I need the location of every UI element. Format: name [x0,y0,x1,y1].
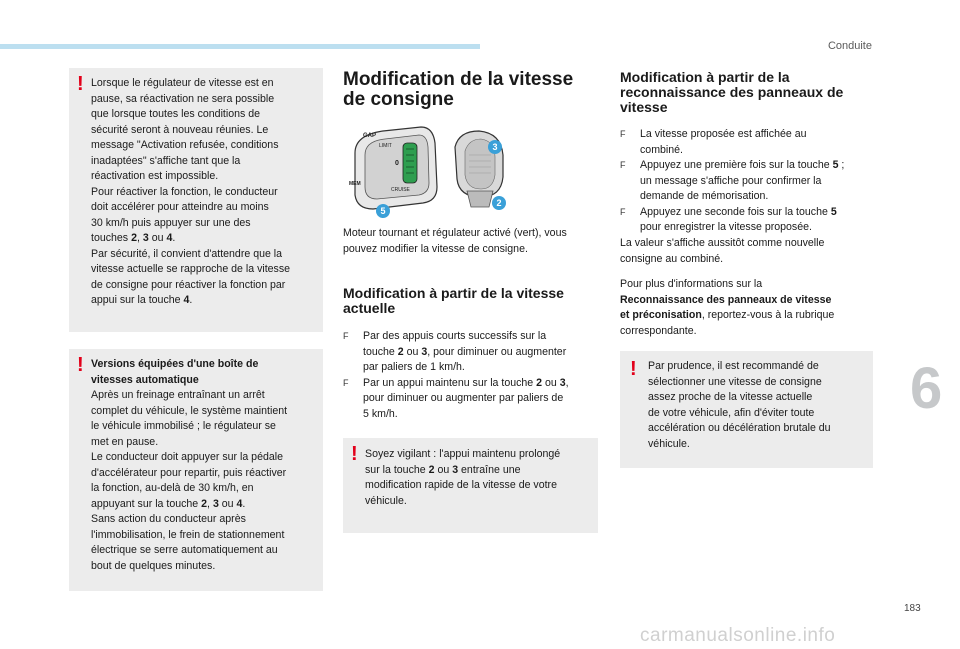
text: ou [403,345,422,358]
text: ou [218,497,237,510]
cruise-label: CRUISE [391,187,410,193]
warning-line: d'accélérateur pour repartir, puis réactiver [91,466,287,479]
key-ref: 2 [201,497,208,510]
warning-line: le véhicule immobilisé ; le régulateur se [91,420,276,432]
key-ref: 2 [131,232,137,244]
text: . [172,232,176,244]
text: . [242,497,246,510]
text: Versions équipées d'une boîte de [91,358,259,370]
page-number: 183 [904,603,921,614]
list-item [620,205,880,236]
warning-line: 30 km/h puis appuyer sur une des [91,216,251,229]
key-ref: 4 [236,497,243,510]
warning-line: vitesse actuelle se rapproche de la vitesse [91,263,291,275]
text: touche [363,345,398,358]
warning-box-prudence [620,351,873,468]
key-ref: 3 [142,232,149,244]
warning-line: Pour réactiver la fonction, le conducteur [91,185,278,198]
warning-box-automatic [69,349,323,591]
warning-line: Après un freinage entraînant un arrêt [91,389,265,401]
text: La vitesse proposée est affichée au [640,128,807,140]
section-title: Conduite [827,40,872,52]
text: Appuyez une première fois sur la touche [640,159,833,171]
text: de votre véhicule, afin d'éviter toute [648,406,815,419]
warning-line: la fonction, au-delà de 30 km/h, en [91,482,254,494]
text: demande de mémorisation. [640,190,769,202]
text: pour diminuer ou augmenter par paliers de [363,392,564,404]
text: Reconnaissance des panneaux de vitesse [620,293,832,306]
warning-line: pause, sa réactivation ne sera possible [91,92,275,105]
key-ref: 4 [166,232,173,244]
key-ref: 3 [452,463,459,476]
warning-line: complet du véhicule, le système maintient [91,404,288,417]
text [620,293,880,309]
text: appui sur la touche [91,294,184,306]
subheading-sign-recognition [620,70,880,115]
text [363,376,598,392]
text: Modification à partir de la vitesse [343,285,564,301]
warning-line: Par sécurité, il convient d'attendre que la [91,247,283,260]
warning-line: inadaptées" s'affiche tant que la [91,154,241,167]
warning-icon: ! [351,443,358,465]
badge-2-label: 2 [496,198,502,208]
warning-line: l'immobilisation, le frein de stationnement [91,528,285,541]
key-ref: 2 [536,376,543,389]
chapter-number: 6 [910,356,943,421]
list-item [620,158,880,205]
text: Soyez vigilant : l'appui maintenu prolongé [365,448,561,460]
warning-line: que lorsque toutes les conditions de [91,108,261,120]
watermark: carmanualsonline.info [640,625,836,646]
key-ref: 3 [212,497,219,510]
key-ref: 5 [832,159,839,171]
text: accélération ou décélération brutale du [648,422,831,434]
text: ou [148,232,167,244]
warning-line: Le conducteur doit appuyer sur la pédale [91,451,283,463]
warning-line: sécurité seront à nouveau réunies. Le [91,123,269,136]
mem-label: MEM [349,181,361,187]
text: modification rapide de la vitesse de votre [365,479,557,491]
text: actuelle [343,300,396,316]
bullet-icon: F [343,377,349,388]
warning-line [91,231,315,247]
text: touches [91,232,132,244]
paragraph-more-info [620,277,880,339]
text: ; [838,159,845,171]
header-accent-bar [0,44,480,49]
text: Par des appuis courts successifs sur la [363,330,547,342]
list-item [343,376,598,423]
text: Appuyez une seconde fois sur la touche [640,205,831,218]
list-item [343,329,598,376]
text: , [207,497,213,510]
bullet-list-sign-recognition [620,127,880,236]
text: Par prudence, il est recommandé de [648,360,819,372]
limit-label: LIMIT [379,143,392,149]
stalk-side-view [349,127,437,209]
warning-box-vigilant [343,438,598,533]
text: par paliers de 1 km/h. [363,361,465,373]
text: vitesse [620,99,668,115]
warning-line: met en pause. [91,435,159,448]
warning-line [91,293,315,309]
key-ref: 5 [830,205,837,218]
text: Modification à partir de la [620,69,790,85]
warning-icon: ! [77,354,84,376]
text: vitesses automatique [91,373,199,386]
gap-label: GAP [363,133,377,139]
key-ref: 2 [428,463,435,476]
text: véhicule. [365,494,407,507]
subheading-current-speed [343,286,598,316]
warning-icon: ! [77,73,84,95]
text: Modification de la vitesse [343,69,574,90]
warning-line: bout de quelques minutes. [91,559,216,572]
bullet-list-current-speed [343,329,598,422]
text: Pour plus d'informations sur la [620,278,763,290]
text: reconnaissance des panneaux de [620,84,844,100]
warning-line: doit accélérer pour atteindre au moins [91,201,269,213]
bullet-icon: F [620,160,626,170]
text [640,205,880,221]
text: , [136,232,143,244]
text: entraîne une [458,463,521,476]
bullet-icon: F [620,206,626,217]
text: , reportez-vous à la rubrique [701,309,835,321]
warning-title [91,357,315,373]
warning-icon: ! [630,358,637,380]
text [640,158,880,174]
key-ref: 3 [559,376,566,389]
text: de consigne [343,89,454,110]
text: ou [542,376,560,389]
warning-line: message "Activation refusée, conditions [91,139,279,151]
key-ref: 3 [421,345,428,358]
warning-line [91,497,315,513]
section-heading [343,70,593,110]
key-ref: 2 [397,345,404,358]
text: assez proche de la vitesse actuelle [648,391,813,403]
text: pour enregistrer la vitesse proposée. [640,221,812,233]
text: La valeur s'affiche aussitôt comme nouvelle [620,237,825,249]
cruise-control-stalk-figure [343,125,513,225]
text: ou [434,463,453,476]
text: sur la touche [365,463,429,476]
text [365,463,590,479]
paragraph-new-setpoint [620,236,880,267]
bullet-icon: F [343,331,349,341]
bullet-icon: F [620,129,626,139]
key-ref: 4 [183,294,190,306]
zero-label: 0 [395,160,399,167]
text: consigne au combiné. [620,252,724,265]
text: pouvez modifier la vitesse de consigne. [343,242,528,255]
warning-box-reactivation [69,68,323,332]
figure-caption [343,226,598,257]
text: Moteur tournant et régulateur activé (vert), vous [343,227,567,239]
text: , pour diminuer ou augmenter [427,345,567,358]
text: , [565,376,569,389]
badge-5-label: 5 [380,206,386,216]
text: correspondante. [620,324,697,337]
badge-3-label: 3 [492,142,498,152]
text [363,345,598,361]
warning-line: réactivation est impossible. [91,170,219,182]
text: combiné. [640,143,683,156]
text: . [189,294,193,306]
warning-line: Lorsque le régulateur de vitesse est en [91,77,274,89]
warning-title [91,373,315,389]
text: Par un appui maintenu sur la touche [363,376,537,389]
text: et préconisation [620,309,702,321]
text: appuyant sur la touche [91,497,202,510]
text: un message s'affiche pour confirmer la [640,174,822,187]
warning-line: Sans action du conducteur après [91,513,246,525]
text: véhicule. [648,437,690,450]
warning-line: de consigne pour réactiver la fonction par [91,278,286,291]
list-item [620,127,880,158]
text [620,308,880,324]
text: sélectionner une vitesse de consigne [648,375,822,388]
text: 5 km/h. [363,407,398,420]
warning-line: électrique se serre automatiquement au [91,544,278,556]
